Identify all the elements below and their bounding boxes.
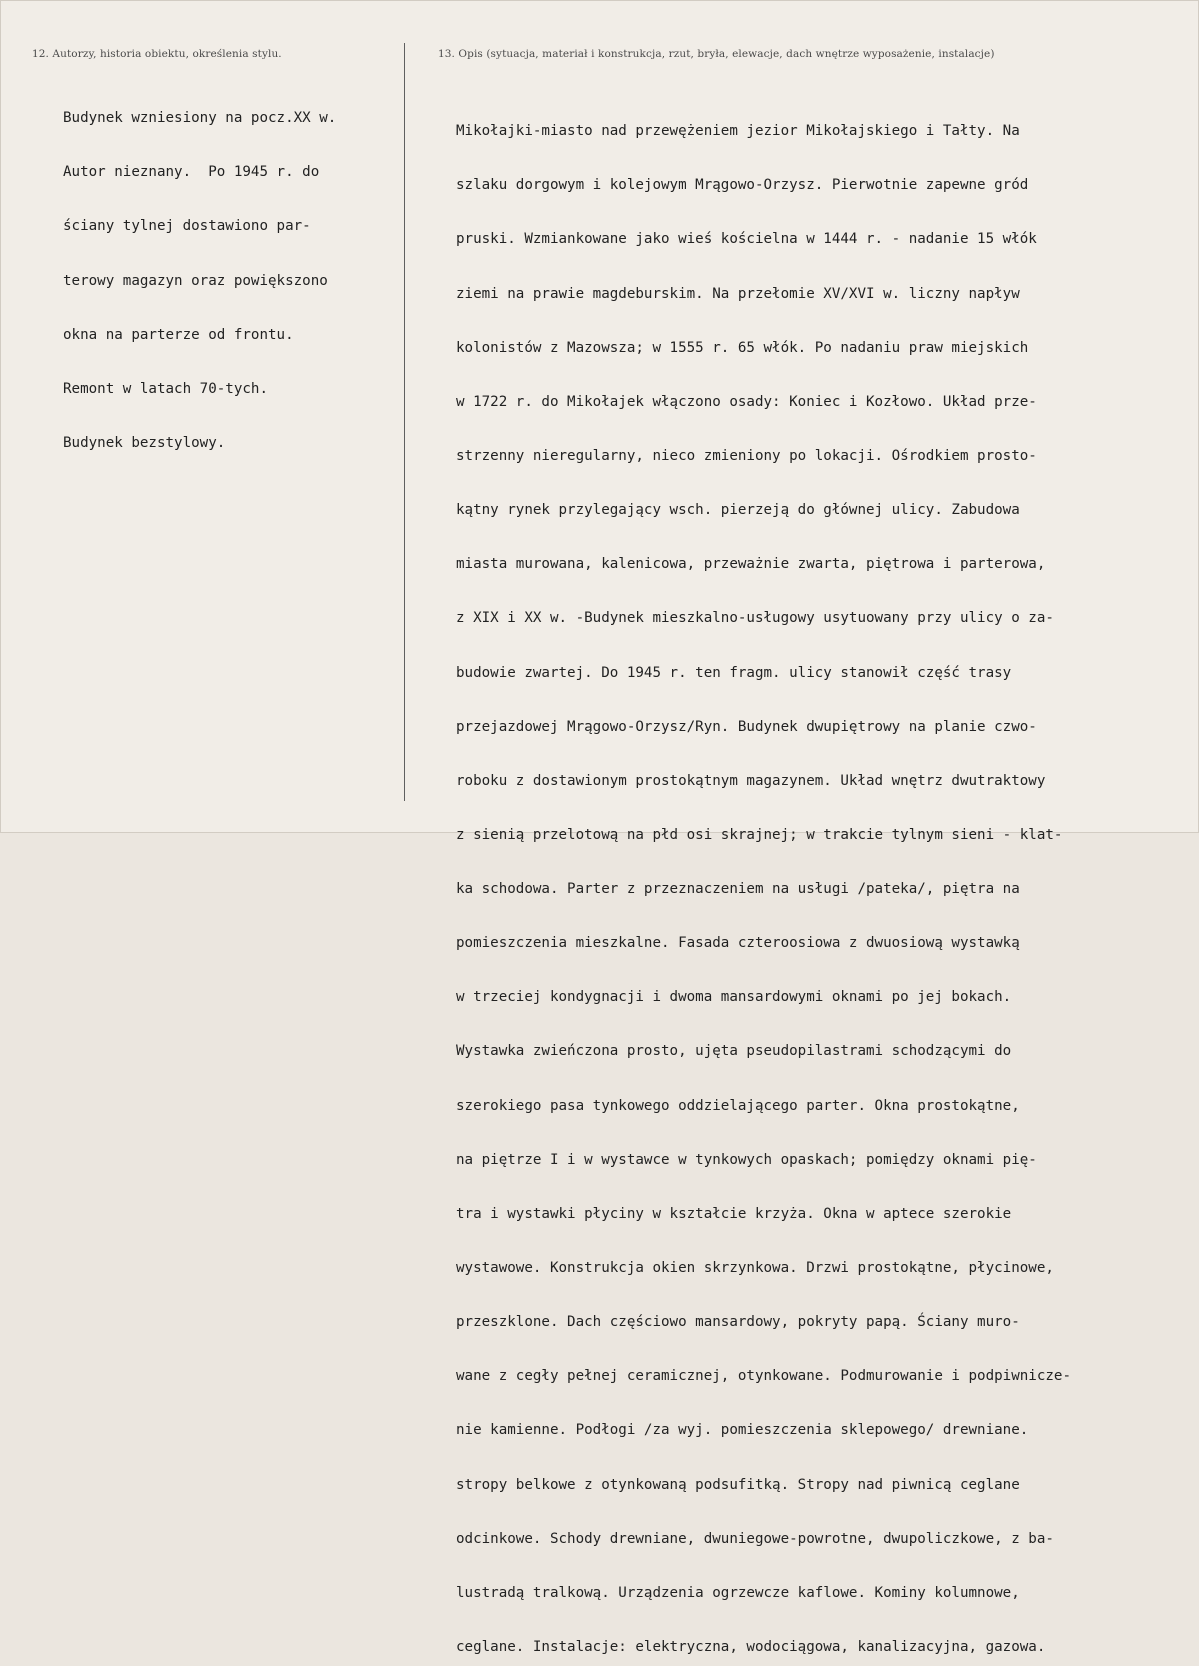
description-line: pomieszczenia mieszkalne. Fasada czteroosiowa z dwuosiową wystawką (456, 935, 1020, 952)
description-line: wystawowe. Konstrukcja okien skrzynkowa. Drzwi prostokątne, płycinowe, (456, 1260, 1054, 1277)
description-line: kolonistów z Mazowsza; w 1555 r. 65 włók. Po nadaniu praw miejskich (456, 339, 1029, 356)
history-line: Autor nieznany. Po 1945 r. do (63, 164, 320, 181)
description-line: przeszklone. Dach częściowo mansardowy, pokryty papą. Ściany muro- (456, 1314, 1020, 1331)
description-line: kątny rynek przylegający wsch. pierzeją do głównej ulicy. Zabudowa (456, 502, 1020, 519)
description-line: strzenny nieregularny, nieco zmieniony po lokacji. Ośrodkiem prosto- (456, 447, 1037, 464)
description-line: wane z cegły pełnej ceramicznej, otynkowane. Podmurowanie i podpiwnicze- (456, 1368, 1071, 1385)
description-line: szlaku dorgowym i kolejowym Mrągowo-Orzysz. Pierwotnie zapewne gród (456, 177, 1029, 194)
description-line: odcinkowe. Schody drewniane, dwuniegowe-powrotne, dwupoliczkowe, z ba- (456, 1530, 1054, 1547)
history-line: ściany tylnej dostawiono par- (63, 218, 311, 235)
description-line: roboku z dostawionym prostokątnym magazynem. Układ wnętrz dwutraktowy (456, 772, 1046, 789)
description-line: nie kamienne. Podłogi /za wyj. pomieszczenia sklepowego/ drewniane. (456, 1422, 1029, 1439)
history-line: Budynek wzniesiony na pocz.XX w. (63, 110, 337, 127)
description-line: z sienią przelotową na płd osi skrajnej; w trakcie tylnym sieni - klat- (456, 826, 1063, 843)
description-line: w trzeciej kondygnacji i dwoma mansardowymi oknami po jej bokach. (456, 989, 1012, 1006)
description-line: stropy belkowe z otynkowaną podsufitką. Stropy nad piwnicą ceglane (456, 1476, 1020, 1493)
history-text (63, 73, 336, 488)
description-line: na piętrze I i w wystawce w tynkowych opaskach; pomiędzy oknami pię- (456, 1151, 1037, 1168)
description-line: przejazdowej Mrągowo-Orzysz/Ryn. Budynek dwupiętrowy na planie czwo- (456, 718, 1037, 735)
description-line: tra i wystawki płyciny w kształcie krzyża. Okna w aptece szerokie (456, 1205, 1012, 1222)
history-line: terowy magazyn oraz powiększono (63, 272, 328, 289)
description-line: Mikołajki-miasto nad przewężeniem jezior Mikołajskiego i Tałty. Na (456, 123, 1020, 140)
section-13-header: 13. Opis (sytuacja, materiał i konstrukcja, rzut, bryła, elewacje, dach wnętrze wyposażenie, instalacje) (438, 48, 995, 60)
description-line: w 1722 r. do Mikołajek włączono osady: Koniec i Kozłowo. Układ prze- (456, 393, 1037, 410)
section-12-header: 12. Autorzy, historia obiektu, określenia stylu. (32, 48, 282, 60)
history-line: Budynek bezstylowy. (63, 434, 226, 451)
description-line: pruski. Wzmiankowane jako wieś kościelna w 1444 r. - nadanie 15 włók (456, 231, 1037, 248)
description-line: ceglane. Instalacje: elektryczna, wodociągowa, kanalizacyjna, gazowa. (456, 1639, 1046, 1656)
description-line: miasta murowana, kalenicowa, przeważnie zwarta, piętrowa i parterowa, (456, 556, 1046, 573)
description-line: ka schodowa. Parter z przeznaczeniem na usługi /pateka/, piętra na (456, 881, 1020, 898)
history-line: okna na parterze od frontu. (63, 326, 294, 343)
description-line: budowie zwartej. Do 1945 r. ten fragm. ulicy stanowił część trasy (456, 664, 1012, 681)
history-line: Remont w latach 70-tych. (63, 380, 268, 397)
description-line: lustradą tralkową. Urządzenia ogrzewcze kaflowe. Kominy kolumnowe, (456, 1584, 1020, 1601)
description-line: z XIX i XX w. -Budynek mieszkalno-usługowy usytuowany przy ulicy o za- (456, 610, 1054, 627)
description-line: Wystawka zwieńczona prosto, ujęta pseudopilastrami schodzącymi do (456, 1043, 1012, 1060)
column-divider (404, 43, 405, 801)
description-text (456, 86, 1071, 1666)
description-line: szerokiego pasa tynkowego oddzielającego parter. Okna prostokątne, (456, 1097, 1020, 1114)
description-line: ziemi na prawie magdeburskim. Na przełomie XV/XVI w. liczny napływ (456, 285, 1020, 302)
